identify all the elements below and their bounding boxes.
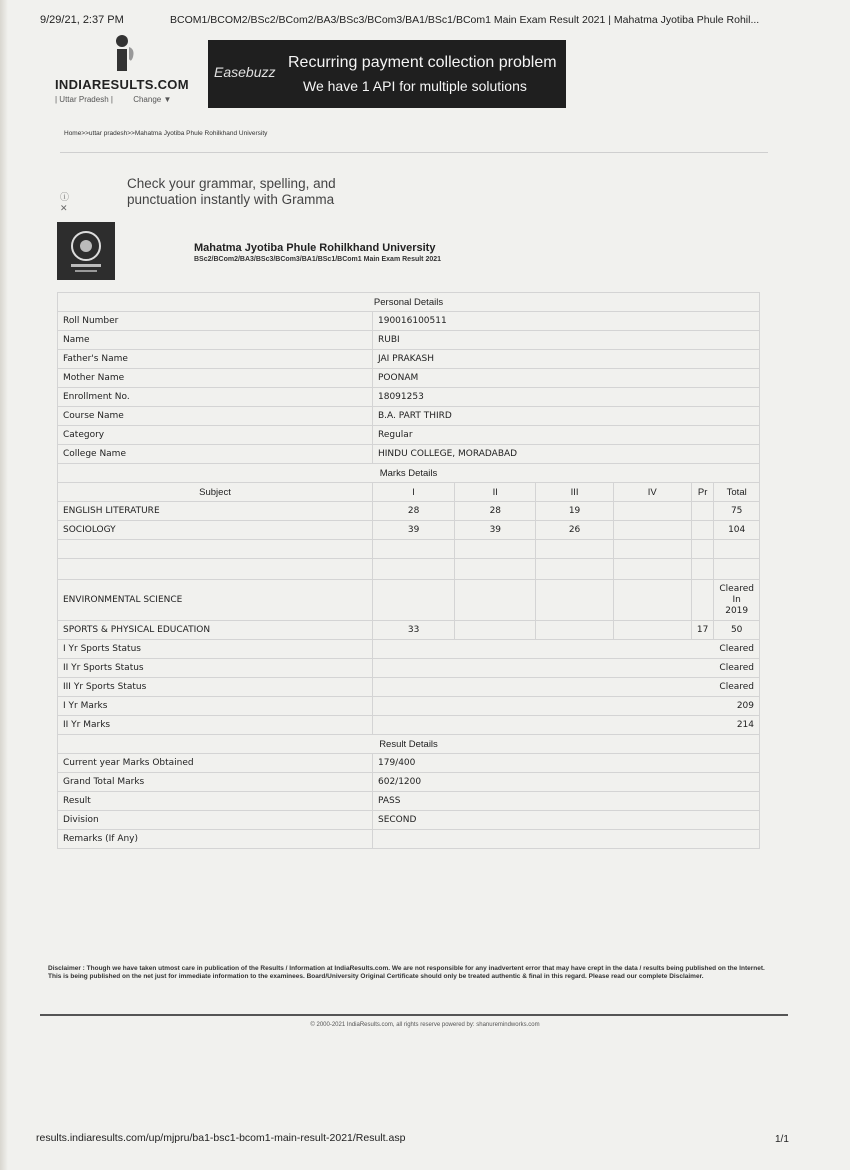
col-total: Total	[714, 483, 760, 502]
marks-header-row	[58, 483, 760, 502]
subject-name: SPORTS & PHYSICAL EDUCATION	[58, 621, 373, 640]
disclaimer-text: Disclaimer : Though we have taken utmost care in publication of the Results / Information at IndiaResults.com. We are not responsible for any inadvertent error that may have crept in the data / results being published on the Internet. This is being published on the net just for immediate information to the examinees. Board/University Original Certificate should only be treated authentic & final in this regard. Please read our complete Disclaimer.	[48, 965, 765, 980]
env-status-line: 2019	[725, 605, 749, 616]
course-label: Course Name	[58, 407, 373, 426]
site-logo[interactable]	[55, 33, 190, 108]
mark-pr	[691, 521, 713, 540]
name-label: Name	[58, 331, 373, 350]
table-row	[58, 407, 760, 426]
father-name-label: Father's Name	[58, 350, 373, 369]
course-value: B.A. PART THIRD	[373, 407, 760, 426]
site-logo-text: INDIARESULTS.COM	[55, 77, 189, 92]
mother-name-value: POONAM	[373, 369, 760, 388]
empty-row	[58, 540, 760, 559]
copyright-text: © 2000-2021 IndiaResults.com, all rights reserve powered by: shanuremindworks.com	[310, 1022, 540, 1028]
print-page-title: BCOM1/BCOM2/BSc2/BCom2/BA3/BSc3/BCom3/BA1/BSc1/BCom1 Main Exam Result 2021 | Mahatma Jyotiba Phule Rohil...	[170, 14, 760, 26]
result-label: Division	[58, 811, 373, 830]
table-row	[58, 580, 760, 621]
category-label: Category	[58, 426, 373, 445]
col-subject: Subject	[58, 483, 373, 502]
table-row	[58, 716, 760, 735]
status-label: III Yr Sports Status	[58, 678, 373, 697]
print-datetime: 9/29/21, 2:37 PM	[40, 14, 124, 26]
table-row	[58, 811, 760, 830]
table-row	[58, 754, 760, 773]
table-row	[58, 678, 760, 697]
status-label: II Yr Sports Status	[58, 659, 373, 678]
status-value: 209	[373, 697, 760, 716]
result-label: Result	[58, 792, 373, 811]
university-emblem-icon	[57, 222, 115, 280]
result-value: 602/1200	[373, 773, 760, 792]
ad-info-icon[interactable]: ⓘ	[60, 192, 70, 202]
result-label: Current year Marks Obtained	[58, 754, 373, 773]
roll-number-value: 190016100511	[373, 312, 760, 331]
table-row	[58, 697, 760, 716]
mark-4	[613, 521, 691, 540]
status-label: II Yr Marks	[58, 716, 373, 735]
college-value: HINDU COLLEGE, MORADABAD	[373, 445, 760, 464]
mark-total: 75	[714, 502, 760, 521]
ad-headline: Recurring payment collection problem	[288, 54, 557, 71]
mark-total: 50	[714, 621, 760, 640]
footer-divider	[40, 1014, 788, 1016]
divider	[60, 152, 768, 153]
grammar-ad-text[interactable]: Check your grammar, spelling, and punctuation instantly with Gramma	[127, 176, 336, 207]
ad-banner[interactable]	[208, 40, 566, 108]
status-label: I Yr Sports Status	[58, 640, 373, 659]
mark-pr: 17	[691, 621, 713, 640]
table-row	[58, 426, 760, 445]
father-name-value: JAI PRAKASH	[373, 350, 760, 369]
col-paper-4: IV	[613, 483, 691, 502]
table-row	[58, 659, 760, 678]
mark-1: 33	[373, 621, 455, 640]
print-page-number: 1/1	[775, 1134, 789, 1145]
ad-subline: We have 1 API for multiple solutions	[303, 78, 527, 94]
state-label: | Uttar Pradesh |	[55, 95, 113, 104]
mark-3: 19	[536, 502, 613, 521]
table-row	[58, 369, 760, 388]
enrollment-value: 18091253	[373, 388, 760, 407]
table-row	[58, 640, 760, 659]
name-value: RUBI	[373, 331, 760, 350]
mark-1: 39	[373, 521, 455, 540]
ad-close-icon[interactable]: ✕	[60, 203, 68, 213]
col-practical: Pr	[691, 483, 713, 502]
result-value: 179/400	[373, 754, 760, 773]
university-seal	[57, 222, 115, 280]
print-url: results.indiaresults.com/up/mjpru/ba1-bsc1-bcom1-main-result-2021/Result.asp	[36, 1132, 406, 1144]
result-value	[373, 830, 760, 849]
table-row	[58, 312, 760, 331]
change-state-link[interactable]: Change ▼	[133, 95, 172, 104]
subject-name: ENVIRONMENTAL SCIENCE	[58, 580, 373, 621]
marks-details-heading: Marks Details	[58, 464, 760, 483]
col-paper-1: I	[373, 483, 455, 502]
mark-3: 26	[536, 521, 613, 540]
table-row	[58, 331, 760, 350]
result-label: Remarks (If Any)	[58, 830, 373, 849]
mark-2: 28	[455, 502, 536, 521]
table-row	[58, 773, 760, 792]
table-row	[58, 350, 760, 369]
mark-1: 28	[373, 502, 455, 521]
table-row	[58, 521, 760, 540]
mark-pr	[691, 502, 713, 521]
table-row	[58, 621, 760, 640]
status-value: Cleared	[373, 678, 760, 697]
status-value: Cleared	[373, 640, 760, 659]
table-row	[58, 445, 760, 464]
subject-name: SOCIOLOGY	[58, 521, 373, 540]
exam-name: BSc2/BCom2/BA3/BSc3/BCom3/BA1/BSc1/BCom1 Main Exam Result 2021	[194, 256, 442, 263]
college-label: College Name	[58, 445, 373, 464]
status-label: I Yr Marks	[58, 697, 373, 716]
table-row	[58, 502, 760, 521]
ad-brand: Easebuzz	[214, 64, 276, 80]
result-value: SECOND	[373, 811, 760, 830]
enrollment-label: Enrollment No.	[58, 388, 373, 407]
env-status-line: Cleared	[719, 583, 754, 594]
col-paper-3: III	[536, 483, 613, 502]
result-table	[57, 292, 760, 849]
university-name: Mahatma Jyotiba Phule Rohilkhand University	[194, 242, 436, 254]
roll-number-label: Roll Number	[58, 312, 373, 331]
mother-name-label: Mother Name	[58, 369, 373, 388]
mark-4	[613, 502, 691, 521]
col-paper-2: II	[455, 483, 536, 502]
mark-total	[714, 580, 760, 621]
table-row	[58, 388, 760, 407]
mark-2: 39	[455, 521, 536, 540]
empty-row	[58, 559, 760, 580]
personal-details-heading: Personal Details	[58, 293, 760, 312]
result-value: PASS	[373, 792, 760, 811]
result-details-heading: Result Details	[58, 735, 760, 754]
subject-name: ENGLISH LITERATURE	[58, 502, 373, 521]
status-value: Cleared	[373, 659, 760, 678]
page-edge-shadow	[0, 0, 8, 1170]
category-value: Regular	[373, 426, 760, 445]
breadcrumb[interactable]: Home>>uttar pradesh>>Mahatma Jyotiba Phule Rohilkhand University	[64, 130, 268, 137]
indiaresults-logo-icon	[107, 33, 137, 73]
table-row	[58, 830, 760, 849]
table-row	[58, 792, 760, 811]
status-value: 214	[373, 716, 760, 735]
env-status-line: In	[732, 594, 741, 605]
result-label: Grand Total Marks	[58, 773, 373, 792]
mark-total: 104	[714, 521, 760, 540]
